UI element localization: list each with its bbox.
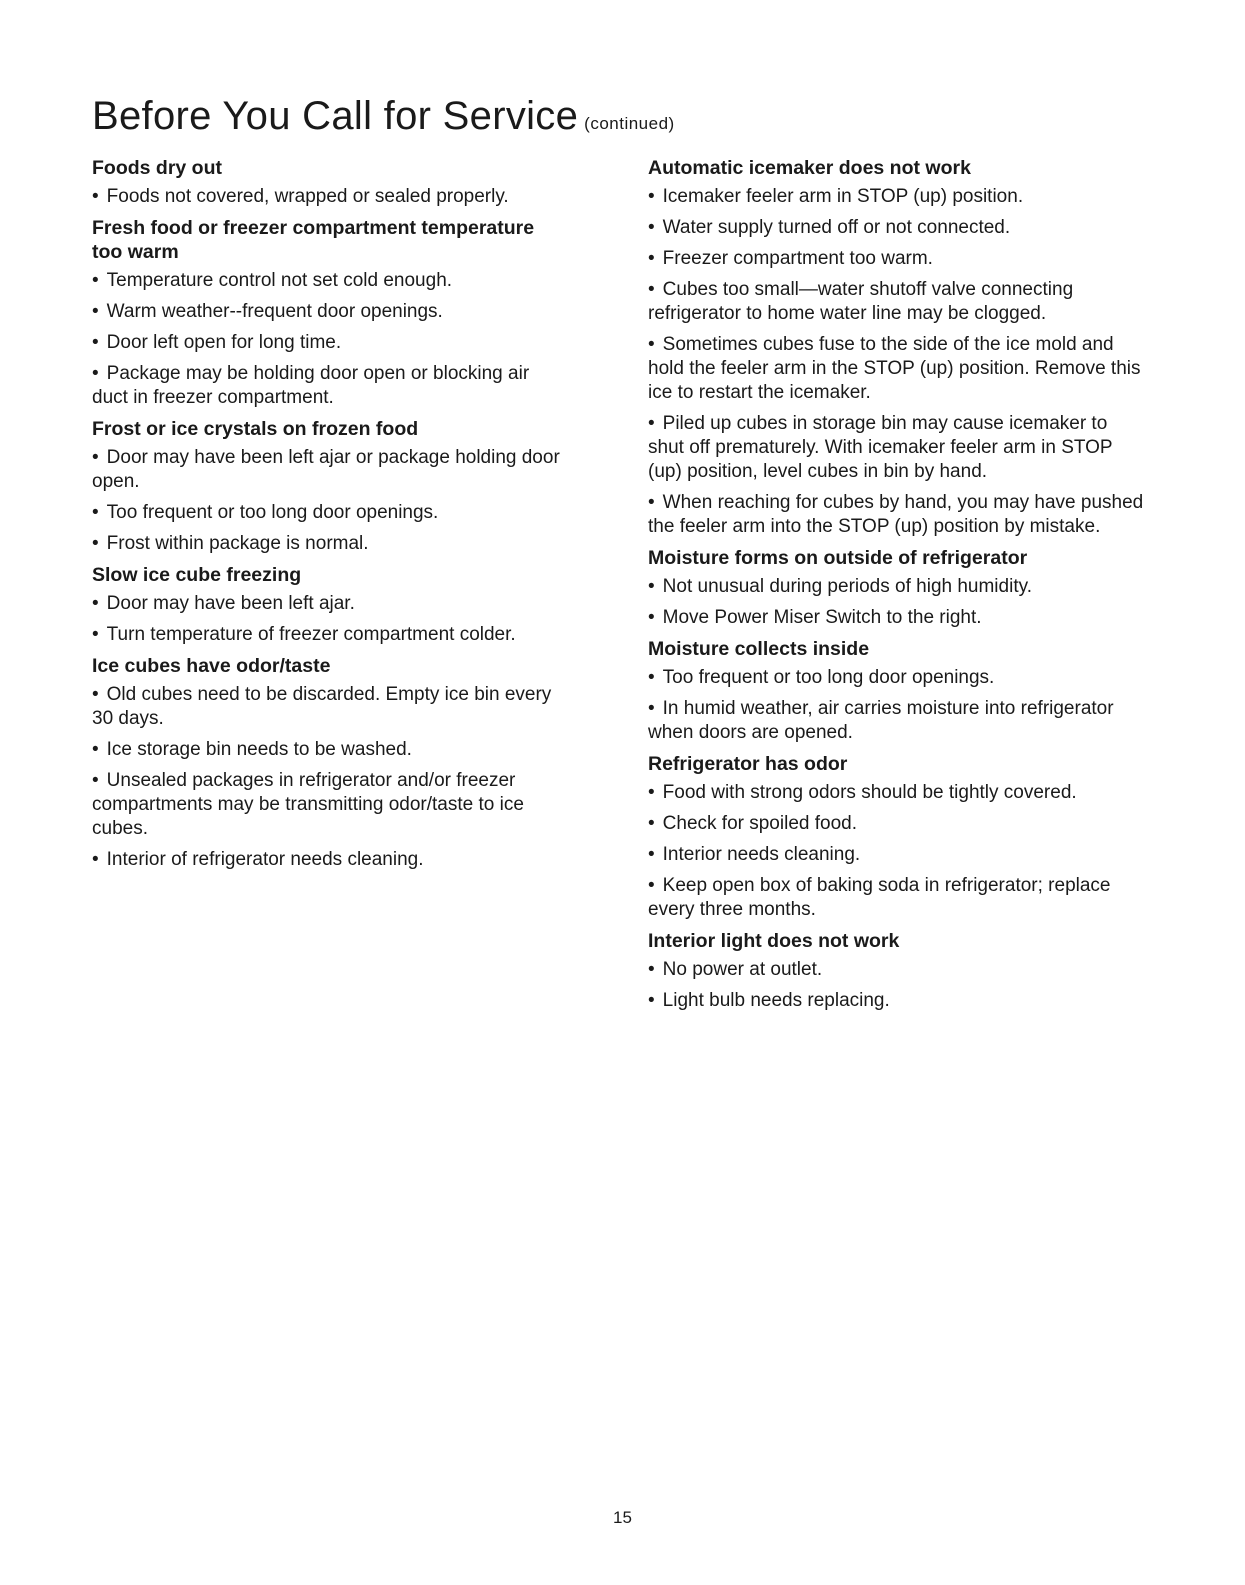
left-column: [92, 156, 562, 879]
list-item-text: Freezer compartment too warm.: [662, 248, 933, 269]
cause-list: [92, 446, 562, 556]
list-item-text: Package may be holding door open or blocking air duct in freezer compartment.: [92, 363, 530, 408]
list-item: [92, 300, 562, 324]
cause-list: [648, 575, 1148, 630]
section-heading: Moisture collects inside: [648, 638, 870, 660]
list-item: [648, 216, 1148, 240]
list-item: [648, 958, 1148, 982]
bullet-icon: •: [92, 502, 99, 523]
cause-list: [92, 185, 562, 209]
bullet-icon: •: [92, 770, 99, 791]
bullet-icon: •: [92, 593, 99, 614]
bullet-icon: •: [648, 186, 655, 207]
list-item-text: Piled up cubes in storage bin may cause icemaker to shut off prematurely. With icemaker feeler arm in STOP (up) position, level cubes in bin by hand.: [648, 413, 1113, 482]
bullet-icon: •: [648, 667, 655, 688]
section-heading: Ice cubes have odor/taste: [92, 655, 331, 677]
bullet-icon: •: [648, 959, 655, 980]
bullet-icon: •: [648, 576, 655, 597]
list-item: [92, 362, 562, 410]
list-item-text: Interior needs cleaning.: [662, 844, 861, 865]
bullet-icon: •: [648, 492, 655, 513]
cause-list: [648, 958, 1148, 1013]
list-item: [648, 491, 1148, 539]
list-item-text: Turn temperature of freezer compartment colder.: [106, 624, 516, 645]
troubleshooting-section: [92, 216, 562, 410]
troubleshooting-section: [648, 156, 1148, 539]
page-title-suffix: (continued): [584, 114, 675, 133]
bullet-icon: •: [648, 217, 655, 238]
list-item-text: Sometimes cubes fuse to the side of the ice mold and hold the feeler arm in the STOP (up) position. Remove this ice to restart the icemaker.: [648, 334, 1141, 403]
troubleshooting-section: [648, 637, 1148, 745]
page-title-text: Before You Call for Service: [92, 94, 579, 138]
list-item: [648, 666, 1148, 690]
list-item: [648, 874, 1148, 922]
list-item: [648, 278, 1148, 326]
list-item: [92, 501, 562, 525]
section-heading: Refrigerator has odor: [648, 753, 848, 775]
list-item: [648, 697, 1148, 745]
bullet-icon: •: [648, 607, 655, 628]
list-item: [648, 575, 1148, 599]
cause-list: [92, 269, 562, 410]
right-column: [648, 156, 1148, 1020]
list-item-text: Frost within package is normal.: [106, 533, 369, 554]
bullet-icon: •: [648, 990, 655, 1011]
troubleshooting-section: [92, 417, 562, 556]
section-heading: Interior light does not work: [648, 930, 900, 952]
bullet-icon: •: [92, 363, 99, 384]
cause-list: [648, 666, 1148, 745]
list-item: [648, 812, 1148, 836]
list-item-text: Door left open for long time.: [106, 332, 342, 353]
bullet-icon: •: [92, 684, 99, 705]
list-item: [92, 446, 562, 494]
cause-list: [92, 683, 562, 872]
bullet-icon: •: [648, 844, 655, 865]
list-item-text: Food with strong odors should be tightly covered.: [662, 782, 1077, 803]
bullet-icon: •: [648, 698, 655, 719]
bullet-icon: •: [648, 248, 655, 269]
bullet-icon: •: [648, 813, 655, 834]
list-item: [92, 738, 562, 762]
cause-list: [648, 781, 1148, 922]
list-item-text: Too frequent or too long door openings.: [662, 667, 995, 688]
list-item: [92, 683, 562, 731]
bullet-icon: •: [92, 186, 99, 207]
list-item: [648, 989, 1148, 1013]
list-item: [648, 781, 1148, 805]
list-item-text: When reaching for cubes by hand, you may have pushed the feeler arm into the STOP (up) position by mistake.: [648, 492, 1144, 537]
list-item: [648, 247, 1148, 271]
bullet-icon: •: [648, 334, 655, 355]
troubleshooting-section: [92, 563, 562, 647]
list-item: [648, 843, 1148, 867]
list-item: [92, 331, 562, 355]
page-number: 15: [613, 1508, 632, 1527]
list-item-text: Door may have been left ajar or package holding door open.: [92, 447, 560, 492]
list-item: [92, 185, 562, 209]
list-item-text: Interior of refrigerator needs cleaning.: [106, 849, 424, 870]
list-item-text: Check for spoiled food.: [662, 813, 857, 834]
list-item: [648, 606, 1148, 630]
bullet-icon: •: [92, 332, 99, 353]
list-item-text: Icemaker feeler arm in STOP (up) position.: [662, 186, 1024, 207]
bullet-icon: •: [92, 533, 99, 554]
list-item-text: No power at outlet.: [662, 959, 823, 980]
list-item-text: Water supply turned off or not connected.: [662, 217, 1011, 238]
troubleshooting-section: [92, 654, 562, 872]
bullet-icon: •: [648, 279, 655, 300]
list-item-text: Keep open box of baking soda in refrigerator; replace every three months.: [648, 875, 1111, 920]
section-heading: Slow ice cube freezing: [92, 564, 302, 586]
bullet-icon: •: [92, 624, 99, 645]
bullet-icon: •: [92, 849, 99, 870]
bullet-icon: •: [648, 413, 655, 434]
section-heading: Foods dry out: [92, 157, 222, 179]
troubleshooting-section: [648, 752, 1148, 922]
section-heading: Moisture forms on outside of refrigerator: [648, 547, 1028, 569]
list-item-text: Warm weather--frequent door openings.: [106, 301, 443, 322]
list-item: [92, 592, 562, 616]
page-title: [92, 92, 675, 148]
troubleshooting-section: [648, 546, 1148, 630]
list-item-text: Cubes too small—water shutoff valve connecting refrigerator to home water line may be clogged.: [648, 279, 1074, 324]
list-item-text: Move Power Miser Switch to the right.: [662, 607, 982, 628]
list-item: [92, 269, 562, 293]
section-heading: Fresh food or freezer compartment temperature too warm: [92, 217, 535, 263]
list-item-text: Ice storage bin needs to be washed.: [106, 739, 412, 760]
list-item-text: Foods not covered, wrapped or sealed properly.: [106, 186, 509, 207]
list-item-text: In humid weather, air carries moisture into refrigerator when doors are opened.: [648, 698, 1114, 743]
list-item-text: Unsealed packages in refrigerator and/or freezer compartments may be transmitting odor/taste to ice cubes.: [92, 770, 524, 839]
list-item: [648, 333, 1148, 405]
cause-list: [92, 592, 562, 647]
section-heading: Frost or ice crystals on frozen food: [92, 418, 419, 440]
bullet-icon: •: [92, 270, 99, 291]
list-item-text: Too frequent or too long door openings.: [106, 502, 439, 523]
section-heading: Automatic icemaker does not work: [648, 157, 971, 179]
list-item-text: Old cubes need to be discarded. Empty ice bin every 30 days.: [92, 684, 552, 729]
bullet-icon: •: [92, 447, 99, 468]
list-item: [92, 769, 562, 841]
list-item: [92, 623, 562, 647]
list-item-text: Door may have been left ajar.: [106, 593, 355, 614]
list-item: [92, 848, 562, 872]
list-item: [648, 412, 1148, 484]
bullet-icon: •: [648, 782, 655, 803]
list-item-text: Temperature control not set cold enough.: [106, 270, 453, 291]
list-item-text: Light bulb needs replacing.: [662, 990, 890, 1011]
bullet-icon: •: [648, 875, 655, 896]
bullet-icon: •: [92, 301, 99, 322]
troubleshooting-section: [648, 929, 1148, 1013]
bullet-icon: •: [92, 739, 99, 760]
list-item: [92, 532, 562, 556]
list-item-text: Not unusual during periods of high humidity.: [662, 576, 1032, 597]
troubleshooting-section: [92, 156, 562, 209]
cause-list: [648, 185, 1148, 539]
list-item: [648, 185, 1148, 209]
